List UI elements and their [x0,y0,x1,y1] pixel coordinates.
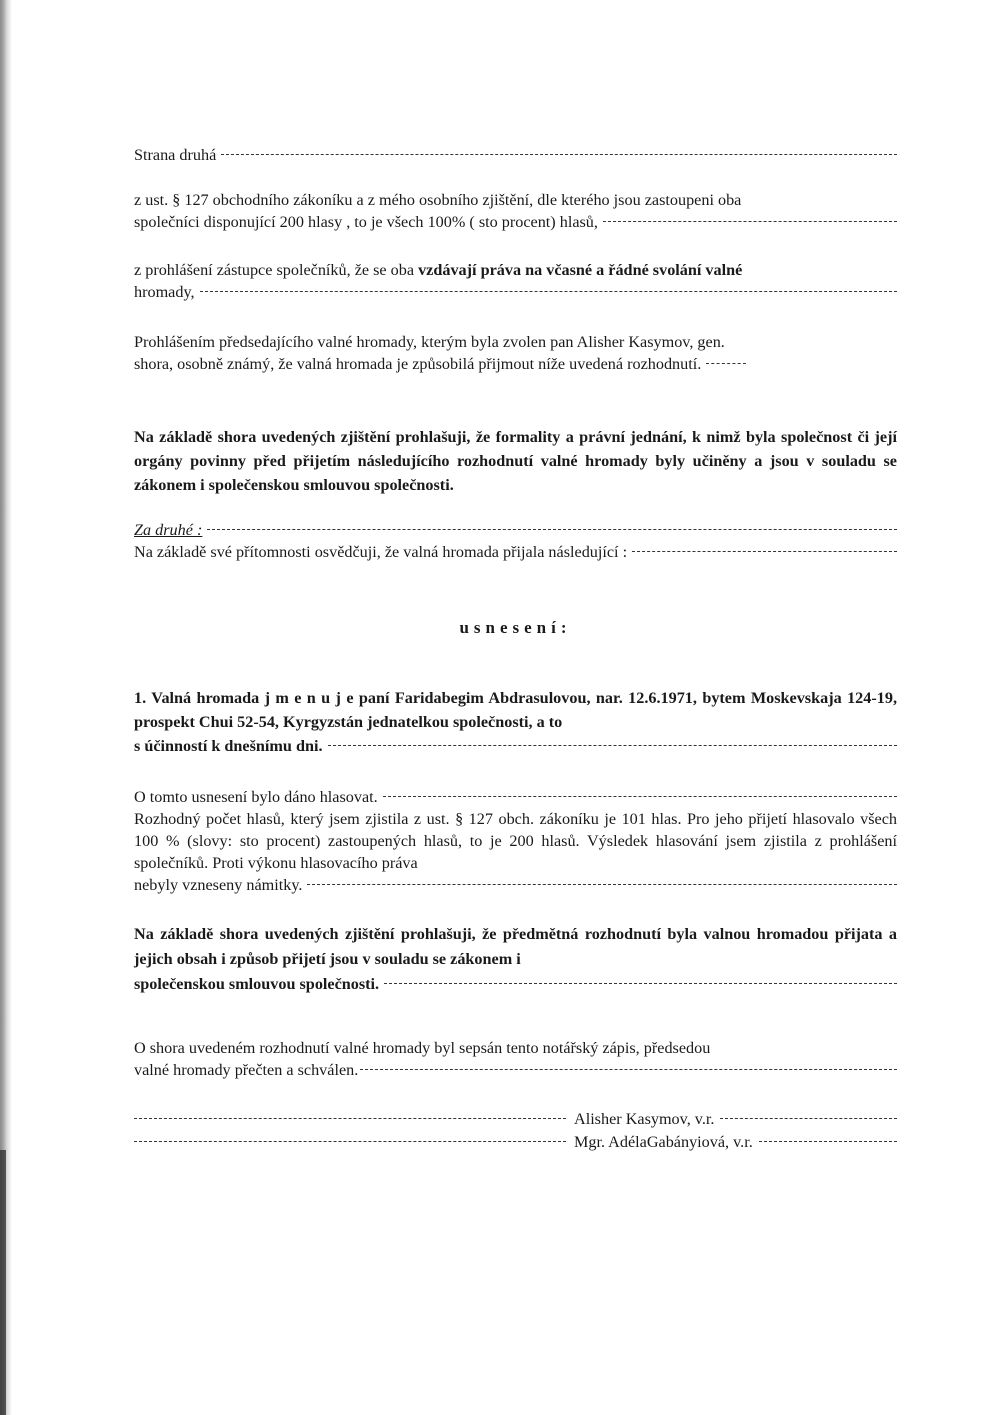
signature-notary: Mgr. AdélaGabányiová, v.r. [574,1133,753,1151]
paragraph-text: shora, osobně známý, že valná hromada je způsobilá přijmout níže uvedená rozhodnutí. [134,355,702,373]
paragraph-text: společníci disponující 200 hlasy , to je všech 100% ( sto procent) hlasů, [134,213,598,231]
paragraph-line-fill [134,874,897,896]
page-header [134,144,897,166]
section-heading-za-druhe [134,519,897,541]
paragraph-text: nebyly vzneseny námitky. [134,876,303,894]
signature-line-chairman [134,1108,897,1130]
paragraph-waiver [134,259,897,303]
signature-line-notary [134,1131,897,1153]
paragraph-line-fill [134,972,897,997]
paragraph-text: O tomto usnesení bylo dáno hlasovat. [134,788,378,806]
paragraph-bold-text: Na základě shora uvedených zjištění prohlašuji, že předmětná rozhodnutí byla valnou hromadou přijata a jejich obsah i způsob přijetí jsou v souladu se zákonem i [134,925,897,968]
paragraph-closing [134,1037,897,1081]
paragraph-text: Rozhodný počet hlasů, který jsem zjistila z ust. § 127 obch. zákoníku je 101 hlas. Pro jeho přijetí hlasovalo všech 100 % (slovy: sto procent) zastoupených hlasů, to je 200 hlasů. Výsledek hlasování jsem zjistila z prohlášení společníků. Proti výkonu hlasovacího práva [134,810,897,872]
signature-chairman: Alisher Kasymov, v.r. [574,1110,715,1128]
fill-dash [134,1118,566,1119]
fill-dash [720,1118,897,1119]
section-heading-text: Za druhé : [134,521,203,539]
paragraph-line-fill [134,353,897,375]
paragraph-text: hromady, [134,283,195,301]
resolution-text: 1. Valná hromada j m e n u j e paní Faridabegim Abdrasulovou, nar. 12.6.1971, bytem Moskevskaja 124-19, prospekt Chui 52-54, Kyrgyzstán jednatelkou společnosti, a to [134,689,897,731]
paragraph-bold-text: vzdávají práva na včasné a řádné svolání valné [418,261,743,279]
page-header-text: Strana druhá [134,146,217,164]
paragraph-line: z ust. § 127 obchodního zákoníku a z mého osobního zjištění, dle kterého jsou zastoupeni oba [134,191,742,209]
paragraph-line-fill [134,786,897,808]
fill-dash [603,221,897,222]
paragraph-line-fill [134,281,897,303]
fill-dash [632,551,897,552]
resolution-text: s účinností k dnešnímu dni. [134,737,323,755]
fill-dash [360,1069,897,1070]
resolution-title: usnesení: [459,618,572,637]
paragraph-declaration: Na základě shora uvedených zjištění prohlašuji, že formality a právní jednání, k nimž byla společnost či její orgány povinny před přijetím následujícího rozhodnutí valné hromady byly učiněny a jsou v souladu se zákonem i společenskou smlouvou společnosti. [134,428,897,494]
paragraph-line [134,259,897,281]
paragraph-declaration-2 [134,922,897,997]
fill-dash [759,1141,897,1142]
paragraph-bold-text: společenskou smlouvou společnosti. [134,975,380,993]
fill-dash [207,529,897,530]
paragraph-line: Prohlášením předsedajícího valné hromady, kterým byla zvolen pan Alisher Kasymov, gen. [134,333,725,351]
fill-dash [384,983,897,984]
resolution-line-fill [134,734,897,758]
paragraph-text: Na základě své přítomnosti osvědčuji, že valná hromada přijala následující : [134,543,628,561]
paragraph-line-fill [134,1059,897,1081]
resolution-1 [134,686,897,758]
paragraph-presence [134,541,897,563]
paragraph-law-reference [134,189,897,233]
fill-dash [200,291,897,292]
paragraph-chairman [134,331,897,375]
paragraph-text: z prohlášení zástupce společníků, že se oba [134,261,415,279]
paragraph-text: valné hromady přečten a schválen. [134,1061,359,1079]
fill-dash [383,796,897,797]
fill-dash [134,1141,566,1142]
fill-dash [328,745,898,746]
paragraph-line-fill [134,211,897,233]
scan-edge-binding [0,1150,6,1415]
paragraph-text: O shora uvedeném rozhodnutí valné hromady byl sepsán tento notářský zápis, předsedou [134,1039,711,1057]
document-page [134,140,897,1153]
fill-dash [706,363,746,364]
fill-dash [221,154,897,155]
paragraph-vote [134,786,897,896]
fill-dash [307,884,897,885]
